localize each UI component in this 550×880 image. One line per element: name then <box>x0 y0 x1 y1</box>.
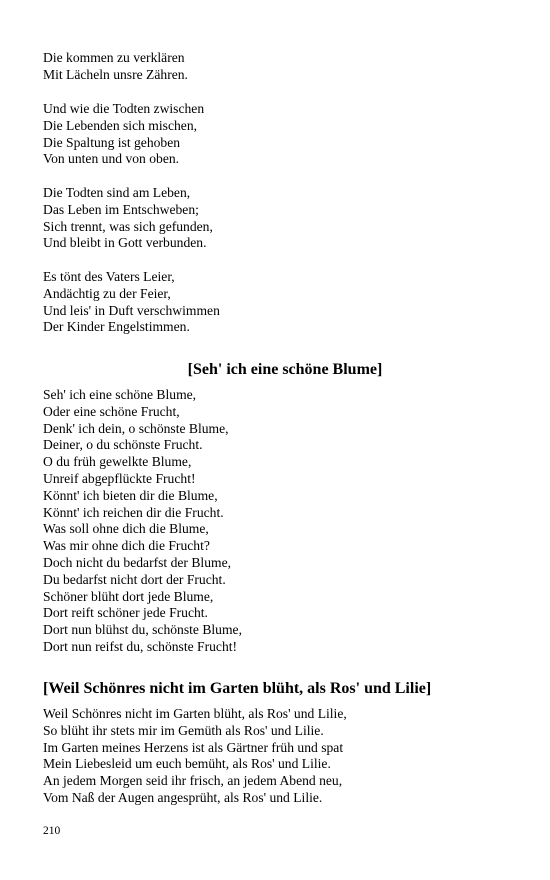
poem-title: [Weil Schönres nicht im Garten blüht, als Ros' und Lilie] <box>43 680 432 697</box>
verse-line: O du früh gewelkte Blume, <box>43 454 192 470</box>
verse-line: So blüht ihr stets mir im Gemüth als Ros' und Lilie. <box>43 722 324 738</box>
verse-line: Oder eine schöne Frucht, <box>43 403 180 419</box>
verse-line: Was soll ohne dich die Blume, <box>43 521 209 537</box>
verse-line: Du bedarfst nicht dort der Frucht. <box>43 571 226 587</box>
verse-line: Dort nun reifst du, schönste Frucht! <box>43 638 238 654</box>
verse-line: Schöner blüht dort jede Blume, <box>43 588 214 604</box>
poem-body <box>43 706 347 807</box>
verse-line: Dort reift schöner jede Frucht. <box>43 605 208 621</box>
page-number: 210 <box>43 825 61 837</box>
verse-line: Könnt' ich bieten dir die Blume, <box>43 487 218 503</box>
verse-line: Unreif abgepflückte Frucht! <box>43 470 196 486</box>
verse-line: Könnt' ich reichen dir die Frucht. <box>43 504 224 520</box>
verse-line: Das Leben im Entschweben; <box>43 201 199 217</box>
stanza <box>43 50 188 84</box>
poem-body <box>43 387 242 656</box>
verse-line: Die Spaltung ist gehoben <box>43 134 181 150</box>
verse-line: Es tönt des Vaters Leier, <box>43 269 175 284</box>
verse-line: Was mir ohne dich die Frucht? <box>43 538 210 554</box>
stanza <box>43 185 213 252</box>
verse-line: Andächtig zu der Feier, <box>43 285 171 301</box>
verse-line: Mein Liebesleid um euch bemüht, als Ros' und Lilie. <box>43 756 331 772</box>
verse-line: Die Lebenden sich mischen, <box>43 117 198 133</box>
verse-line: Deiner, o du schönste Frucht. <box>43 437 203 453</box>
verse-line: Dort nun blühst du, schönste Blume, <box>43 622 242 638</box>
verse-line: Denk' ich dein, o schönste Blume, <box>43 420 229 436</box>
verse-line: Und leis' in Duft verschwimmen <box>43 302 220 318</box>
verse-line: Im Garten meines Herzens ist als Gärtner früh und spat <box>43 739 344 755</box>
verse-line: Vom Naß der Augen angesprüht, als Ros' und Lilie. <box>43 789 323 805</box>
verse-line: Und wie die Todten zwischen <box>43 101 205 116</box>
verse-line: Seh' ich eine schöne Blume, <box>43 387 197 402</box>
verse-line: Die Todten sind am Leben, <box>43 185 191 200</box>
verse-line: Weil Schönres nicht im Garten blüht, als Ros' und Lilie, <box>43 706 347 721</box>
stanza <box>43 101 204 168</box>
verse-line: Doch nicht du bedarfst der Blume, <box>43 554 231 570</box>
stanza <box>43 269 220 336</box>
poem-title: [Seh' ich eine schöne Blume] <box>187 361 383 378</box>
verse-line: Von unten und von oben. <box>43 151 180 167</box>
verse-line: Mit Lächeln unsre Zähren. <box>43 66 188 82</box>
verse-line: An jedem Morgen seid ihr frisch, an jedem Abend neu, <box>43 773 343 789</box>
verse-line: Die kommen zu verklären <box>43 50 185 65</box>
verse-line: Sich trennt, was sich gefunden, <box>43 218 213 234</box>
verse-line: Und bleibt in Gott verbunden. <box>43 235 207 251</box>
verse-line: Der Kinder Engelstimmen. <box>43 319 190 335</box>
